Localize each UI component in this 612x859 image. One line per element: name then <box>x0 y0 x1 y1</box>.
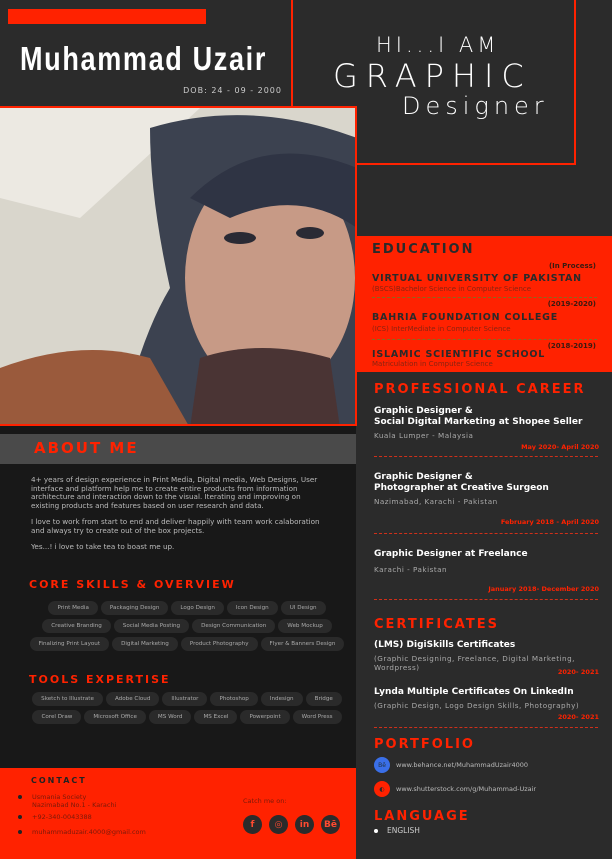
divider <box>374 456 598 457</box>
education-date: (2018-2019) <box>547 342 596 350</box>
divider <box>372 297 597 298</box>
education-date: (In Process) <box>548 262 596 270</box>
skill-chip: UI Design <box>281 601 326 615</box>
portfolio-link[interactable] <box>374 781 536 797</box>
language-label: ENGLISH <box>387 826 420 835</box>
tool-chip: Photoshop <box>210 692 257 706</box>
tool-chip: MS Word <box>149 710 192 724</box>
email-link[interactable]: muhammaduzair.4000@gmail.com <box>32 828 146 836</box>
skill-chip: Web Mockup <box>278 619 331 633</box>
portfolio-url[interactable]: www.behance.net/MuhammadUzair4000 <box>396 761 529 769</box>
divider <box>374 727 598 728</box>
divider <box>372 339 597 340</box>
education-degree: (ICS) InterMediate in Computer Science <box>372 325 511 333</box>
certificate-date: 2020- 2021 <box>557 713 599 721</box>
skill-chip: Product Photography <box>181 637 258 651</box>
facebook-icon[interactable]: f <box>243 815 262 834</box>
date-of-birth: DOB: 24 - 09 - 2000 <box>183 86 282 95</box>
education-section <box>356 236 612 372</box>
intro-line-3: Designer <box>402 92 549 120</box>
language-item <box>374 826 420 835</box>
education-degree: Matriculation in Computer Science <box>372 360 493 368</box>
skill-chip: Creative Branding <box>42 619 111 633</box>
tool-chip: MS Excel <box>194 710 237 724</box>
skill-chip: Icon Design <box>227 601 278 615</box>
certificate-desc: (Graphic Design, Logo Design Skills, Photography) <box>374 701 580 710</box>
divider <box>374 533 598 534</box>
education-school: VIRTUAL UNIVERSITY OF PAKISTAN <box>372 273 582 284</box>
education-date: (2019-2020) <box>547 300 596 308</box>
address-line: Nazimabad No.1 - Karachi <box>32 801 117 809</box>
phone-text[interactable]: +92-340-0043388 <box>32 813 92 821</box>
language-title: LANGUAGE <box>374 809 470 824</box>
tools-title: TOOLS EXPERTISE <box>29 673 171 686</box>
job-date: February 2018 - April 2020 <box>500 518 599 526</box>
catch-me-label: Catch me on: <box>243 797 287 805</box>
tool-chip: Powerpoint <box>240 710 289 724</box>
education-school: BAHRIA FOUNDATION COLLEGE <box>372 312 559 323</box>
contact-phone <box>18 813 92 821</box>
portfolio-link[interactable] <box>374 757 528 773</box>
bullet-icon <box>18 815 22 819</box>
job-title: Graphic Designer & <box>374 472 473 482</box>
portfolio-title: PORTFOLIO <box>374 737 475 752</box>
job-title: Photographer at Creative Surgeon <box>374 483 549 493</box>
tool-chip: Microsoft Office <box>84 710 146 724</box>
bullet-icon <box>374 829 378 833</box>
tools-list <box>22 692 352 724</box>
skill-chip: Flyer & Banners Design <box>261 637 345 651</box>
instagram-icon[interactable]: ◎ <box>269 815 288 834</box>
tool-chip: Adobe Cloud <box>106 692 159 706</box>
skill-chip: Logo Design <box>171 601 224 615</box>
career-item <box>374 472 599 526</box>
skill-chip: Print Media <box>48 601 97 615</box>
skill-chip: Design Communication <box>192 619 275 633</box>
contact-email <box>18 828 146 836</box>
tool-chip: Bridge <box>306 692 342 706</box>
contact-address <box>18 793 116 809</box>
intro-line-2: GRAPHIC <box>333 57 532 95</box>
contact-title: CONTACT <box>31 776 87 785</box>
job-date: January 2018- December 2020 <box>488 585 599 593</box>
about-paragraph: Yes...! i love to take tea to boast me up. <box>31 542 175 551</box>
behance-icon[interactable]: Bē <box>321 815 340 834</box>
bullet-icon <box>18 795 22 799</box>
certificate-title: (LMS) DigiSkills Certificates <box>374 640 516 650</box>
job-date: May 2020- April 2020 <box>521 443 599 451</box>
job-location: Karachi - Pakistan <box>374 565 448 574</box>
job-title: Graphic Designer at Freelance <box>374 549 528 559</box>
about-text <box>31 476 331 560</box>
profile-photo <box>0 106 357 426</box>
portfolio-url[interactable]: www.shutterstock.com/g/Muhammad-Uzair <box>396 785 537 793</box>
job-location: Kuala Lumper - Malaysia <box>374 431 474 440</box>
tool-chip: Illustrator <box>162 692 207 706</box>
education-title: EDUCATION <box>372 242 475 257</box>
shutterstock-icon: ◐ <box>374 781 390 797</box>
tool-chip: Sketch to Illustrate <box>32 692 103 706</box>
skill-chip: Packaging Design <box>101 601 169 615</box>
career-title: PROFESSIONAL CAREER <box>374 382 586 397</box>
career-item <box>374 406 599 451</box>
about-title: ABOUT ME <box>34 439 139 457</box>
address-line: Usmania Society <box>32 793 87 801</box>
career-item <box>374 549 599 593</box>
job-location: Nazimabad, Karachi - Pakistan <box>374 497 498 506</box>
bullet-icon <box>18 830 22 834</box>
certificate-desc: (Graphic Designing, Freelance, Digital Marketing, Wordpress) <box>374 654 575 672</box>
skills-list <box>22 601 352 651</box>
skill-chip: Social Media Posting <box>114 619 189 633</box>
certificates-title: CERTIFICATES <box>374 617 499 632</box>
intro-line-1: HI...I AM <box>376 33 500 57</box>
job-title: Social Digital Marketing at Shopee Seller <box>374 417 583 427</box>
behance-icon: Bē <box>374 757 390 773</box>
education-degree: (BSCS)Bachelor Science in Computer Science <box>372 285 532 293</box>
candidate-name: Muhammad Uzair <box>20 40 267 77</box>
job-title: Graphic Designer & <box>374 406 473 416</box>
skills-title: CORE SKILLS & OVERVIEW <box>29 578 236 591</box>
tool-chip: Corel Draw <box>32 710 81 724</box>
certificate-date: 2020- 2021 <box>557 668 599 676</box>
certificate-title: Lynda Multiple Certificates On LinkedIn <box>374 687 574 697</box>
divider <box>374 599 598 600</box>
education-school: ISLAMIC SCIENTIFIC SCHOOL <box>372 349 546 360</box>
social-links <box>243 815 340 834</box>
about-paragraph: 4+ years of design experience in Print Media, Digital media, Web Designs, User interface and platform help me to create entire products from information architecture and interaction down to the visual. Iterating and improving on existing products and features based on user research and data. <box>31 475 318 510</box>
tool-chip: Indesign <box>261 692 303 706</box>
linkedin-icon[interactable]: in <box>295 815 314 834</box>
certificate-item <box>374 687 599 721</box>
skill-chip: Finalizing Print Layout <box>30 637 109 651</box>
about-paragraph: I love to work from start to end and deliver happily with team work calaboration and always try to create out of the box projects. <box>31 517 320 535</box>
tool-chip: Word Press <box>293 710 342 724</box>
skill-chip: Digital Marketing <box>112 637 178 651</box>
certificate-item <box>374 640 599 676</box>
accent-bar <box>8 9 206 24</box>
